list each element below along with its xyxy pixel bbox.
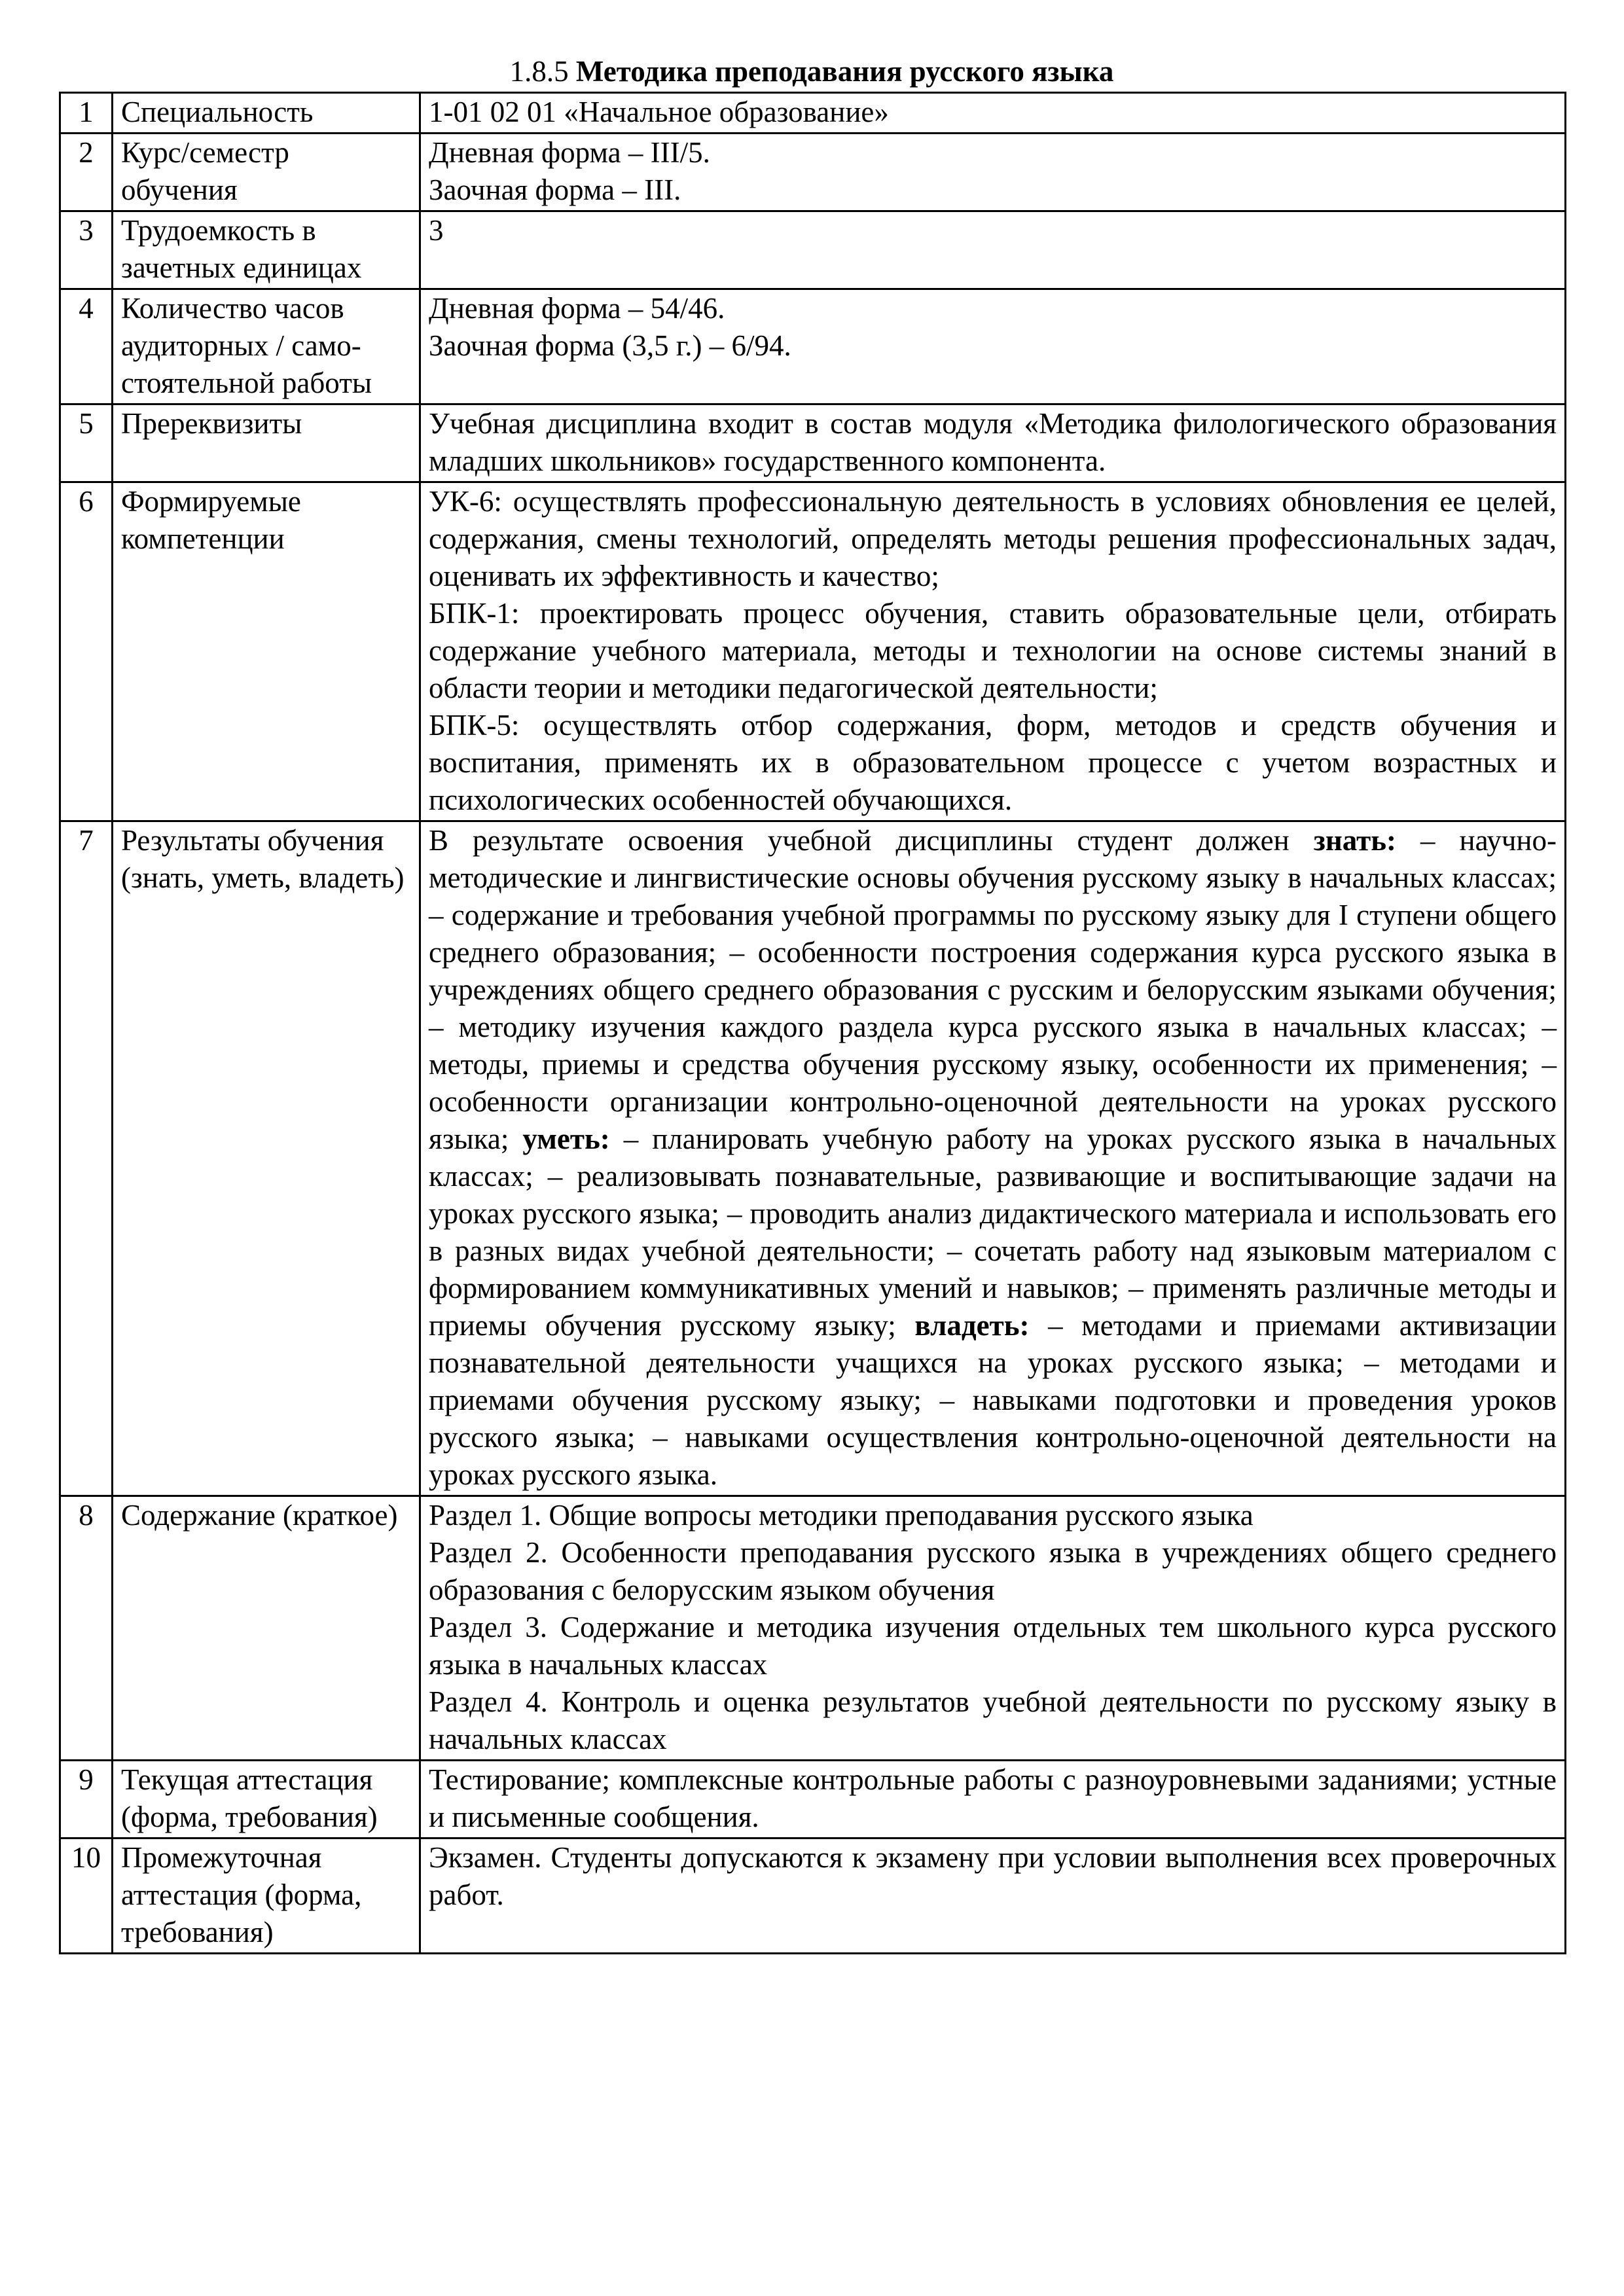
value-line: Учебная дисциплина входит в состав модуля «Методика филологического образования младших школьников» государственного компонента. xyxy=(429,407,1557,477)
row-number: 9 xyxy=(60,1761,113,1839)
results-know-text: – научно-методические и лингвистические основы обучения русскому языку в начальных классах; – содержание и требования учебной программы по русскому языку для I ступени общего среднего образования; – особенности построения содержания курса русского языка в учреждениях общего среднего образования с русским и белорусским языками обучения; – методику изучения каждого раздела курса русского языка в начальных классах; – методы, приемы и средства обучения русскому языку, особенности их применения; – особенности организации контрольно-оценочной деятельности на уроках русского языка; xyxy=(429,824,1557,1155)
content-section-1: Раздел 1. Общие вопросы методики преподавания русского языка xyxy=(429,1499,1254,1532)
document-title xyxy=(59,51,1564,92)
results-intro: В результате освоения учебной дисциплины студент должен xyxy=(429,824,1314,857)
table-row xyxy=(60,289,1566,404)
value-line: Заочная форма – III. xyxy=(429,173,681,206)
table-row xyxy=(60,1839,1566,1954)
row-label: Формируемые компетенции xyxy=(113,482,420,821)
table-row xyxy=(60,134,1566,211)
value-line: Тестирование; комплексные контрольные работы с разноуровневыми заданиями; устные и письменные сообщения. xyxy=(429,1763,1557,1833)
row-number: 1 xyxy=(60,93,113,134)
results-master-keyword: владеть: xyxy=(914,1309,1030,1342)
table-row xyxy=(60,93,1566,134)
competence-bpk5: БПК-5: осуществлять отбор содержания, форм, методов и средств обучения и воспитания, применять их в образовательном процессе с учетом возрастных и психологических особенностей обучающихся. xyxy=(429,709,1557,816)
section-number: 1.8.5 xyxy=(509,55,569,88)
value-line: Заочная форма (3,5 г.) – 6/94. xyxy=(429,329,791,362)
row-value xyxy=(420,134,1566,211)
table-row xyxy=(60,821,1566,1496)
competence-bpk1: БПК-1: проектировать процесс обучения, ставить образовательные цели, отбирать содержание учебного материала, методы и технологии на основе системы знаний в области теории и методики педагогической деятельности; xyxy=(429,597,1557,704)
content-section-3: Раздел 3. Содержание и методика изучения отдельных тем школьного курса русского языка в начальных классах xyxy=(429,1611,1557,1681)
content-section-2: Раздел 2. Особенности преподавания русского языка в учреждениях общего среднего образования с белорусским языком обучения xyxy=(429,1536,1557,1606)
row-label: Текущая аттестация (форма, требования) xyxy=(113,1761,420,1839)
row-label: Промежуточная аттестация (форма, требования) xyxy=(113,1839,420,1954)
row-label: Результаты обучения (знать, уметь, владеть) xyxy=(113,821,420,1496)
value-line: Дневная форма – III/5. xyxy=(429,136,710,169)
table-row xyxy=(60,211,1566,289)
results-master-text: – методами и приемами активизации познавательной деятельности учащихся на уроках русского языка; – методами и приемами обучения русскому языку; – навыками подготовки и проведения уроков русского языка; – навыками осуществления контрольно-оценочной деятельности на уроках русского языка. xyxy=(429,1309,1557,1491)
document-page xyxy=(59,51,1564,1954)
row-value xyxy=(420,289,1566,404)
value-line: Дневная форма – 54/46. xyxy=(429,292,725,325)
row-value xyxy=(420,1839,1566,1954)
discipline-info-table xyxy=(59,92,1566,1954)
row-value xyxy=(420,1496,1566,1761)
row-value xyxy=(420,482,1566,821)
table-row xyxy=(60,1761,1566,1839)
row-value xyxy=(420,1761,1566,1839)
results-know-keyword: знать: xyxy=(1313,824,1396,857)
row-number: 7 xyxy=(60,821,113,1496)
row-number: 6 xyxy=(60,482,113,821)
value-line: Экзамен. Студенты допускаются к экзамену при условии выполнения всех проверочных работ. xyxy=(429,1841,1557,1911)
row-label: Содержание (краткое) xyxy=(113,1496,420,1761)
row-number: 3 xyxy=(60,211,113,289)
row-label: Количество часов аудиторных / само-стоятельной работы xyxy=(113,289,420,404)
section-name: Методика преподавания русского языка xyxy=(575,55,1114,88)
row-label: Курс/семестр обучения xyxy=(113,134,420,211)
value-line: 3 xyxy=(429,214,444,247)
row-value xyxy=(420,211,1566,289)
table-row xyxy=(60,404,1566,482)
competence-uk6: УК-6: осуществлять профессиональную деятельность в условиях обновления ее целей, содержания, смены технологий, определять методы решения профессиональных задач, оценивать их эффективность и качество; xyxy=(429,485,1557,592)
row-number: 10 xyxy=(60,1839,113,1954)
content-section-4: Раздел 4. Контроль и оценка результатов учебной деятельности по русскому языку в начальных классах xyxy=(429,1685,1557,1755)
learning-results xyxy=(420,821,1566,1496)
value-line: 1-01 02 01 «Начальное образование» xyxy=(429,96,889,128)
results-can-text: – планировать учебную работу на уроках русского языка в начальных классах; – реализовывать познавательные, развивающие и воспитывающие задачи на уроках русского языка; – проводить анализ дидактического материала и использовать его в разных видах учебной деятельности; – сочетать работу над языковым материалом с формированием коммуникативных умений и навыков; – применять различные методы и приемы обучения русскому языку; xyxy=(429,1122,1557,1342)
table-row xyxy=(60,1496,1566,1761)
row-number: 8 xyxy=(60,1496,113,1761)
row-label: Трудоемкость в зачетных единицах xyxy=(113,211,420,289)
row-value xyxy=(420,93,1566,134)
row-number: 2 xyxy=(60,134,113,211)
row-label: Пререквизиты xyxy=(113,404,420,482)
row-number: 4 xyxy=(60,289,113,404)
table-row xyxy=(60,482,1566,821)
row-number: 5 xyxy=(60,404,113,482)
row-value xyxy=(420,404,1566,482)
row-label: Специальность xyxy=(113,93,420,134)
results-can-keyword: уметь: xyxy=(522,1122,610,1155)
